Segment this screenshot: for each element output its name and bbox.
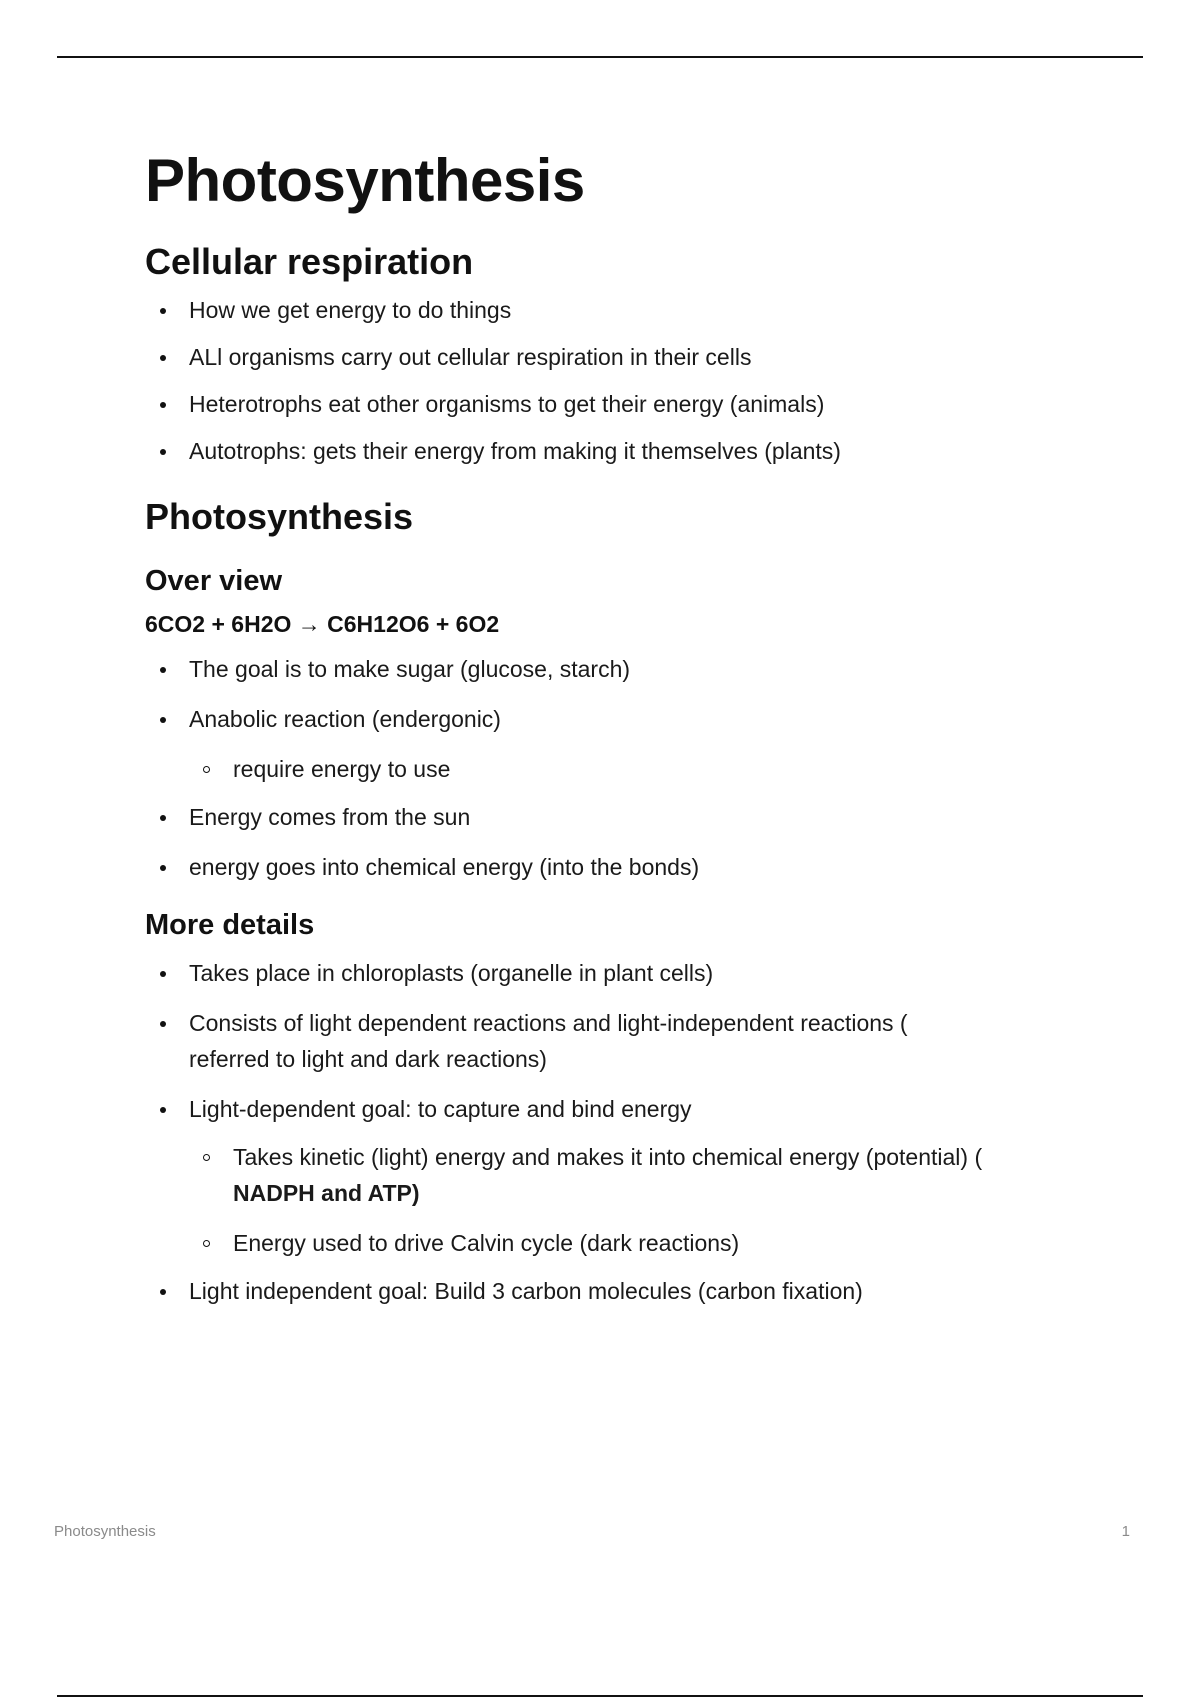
list-item: [145, 1005, 1105, 1077]
overview-list: [145, 651, 1105, 885]
photosynthesis-equation: 6CO2 + 6H2O → C6H12O6 + 6O2: [145, 611, 500, 637]
footer-document-title: Photosynthesis: [54, 1523, 156, 1540]
footer-page-number: 1: [1121, 1523, 1130, 1540]
list-item: Light-dependent goal: to capture and bind energy: [145, 1091, 1105, 1127]
section-heading-cellular-respiration: Cellular respiration: [145, 241, 474, 282]
sub-list-item: require energy to use: [145, 751, 1105, 787]
list-item: The goal is to make sugar (glucose, starch): [145, 651, 1105, 687]
sub-list-item: Energy used to drive Calvin cycle (dark reactions): [145, 1225, 1105, 1261]
list-item: ALl organisms carry out cellular respiration in their cells: [145, 339, 1105, 375]
list-item: Energy comes from the sun: [145, 799, 1105, 835]
details-list: [145, 955, 1105, 1309]
cellular-respiration-list: [145, 292, 1105, 469]
list-item-line: Consists of light dependent reactions and light-independent reactions (: [189, 1010, 908, 1036]
subheading-more-details: More details: [145, 909, 315, 941]
list-item: Takes place in chloroplasts (organelle in plant cells): [145, 955, 1105, 991]
section-heading-photosynthesis: Photosynthesis: [145, 496, 414, 537]
subheading-overview: Over view: [145, 565, 283, 597]
page-title: Photosynthesis: [145, 147, 585, 214]
document-body: [145, 140, 1105, 1309]
list-item: How we get energy to do things: [145, 292, 1105, 328]
list-item-line-bold: NADPH and ATP): [233, 1180, 420, 1206]
bottom-divider: [57, 1695, 1143, 1697]
list-item: energy goes into chemical energy (into the bonds): [145, 849, 1105, 885]
list-item-line: referred to light and dark reactions): [189, 1046, 547, 1072]
sub-list-item: [145, 1139, 1105, 1211]
list-item: Light independent goal: Build 3 carbon molecules (carbon fixation): [145, 1273, 1105, 1309]
top-divider: [57, 56, 1143, 58]
list-item: Autotrophs: gets their energy from making it themselves (plants): [145, 433, 1105, 469]
list-item-line: Takes kinetic (light) energy and makes it into chemical energy (potential) (: [233, 1144, 983, 1170]
list-item: Heterotrophs eat other organisms to get their energy (animals): [145, 386, 1105, 422]
list-item: Anabolic reaction (endergonic): [145, 701, 1105, 737]
